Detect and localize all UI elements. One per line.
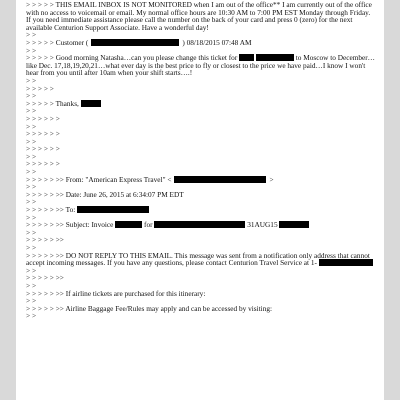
subject-for: for (144, 220, 153, 230)
quote-marker: > > (26, 212, 37, 222)
date-line: > > > > > >> Date: June 26, 2015 at 6:34:07 PM EDT (26, 189, 184, 199)
redaction-box (279, 221, 309, 228)
redaction-box (91, 39, 179, 46)
quote-marker: > > > > > >> (26, 235, 64, 245)
redaction-box (174, 176, 266, 183)
quote-marker: > > (26, 75, 37, 85)
quote-marker: > > (26, 227, 37, 237)
to-label: > > > > > >> To: (26, 205, 76, 215)
quote-marker: > > > > > (26, 83, 54, 93)
quote-marker: > > (26, 265, 37, 275)
redaction-box (319, 259, 373, 266)
redaction-box (115, 221, 142, 228)
quote-marker: > > > > > >> (26, 273, 64, 283)
message-start: > > > > > Good morning Natasha…can you please change this ticket for (26, 53, 238, 63)
baggage-fee-line: > > > > > >> Airline Baggage Fee/Rules may apply and can be accessed by visiting: (26, 303, 273, 313)
quote-marker: > > (26, 243, 37, 252)
notification-paragraph (26, 252, 376, 267)
quote-marker: > > > > > > (26, 129, 60, 139)
from-line (26, 176, 376, 184)
quote-marker: > > (26, 91, 37, 101)
notification-text: > > > > > >> DO NOT REPLY TO THIS EMAIL. This message was sent from a notification only address that cannot accept incoming messages. If you have any questions, please contact Centurion Travel Service at 1- (26, 250, 372, 268)
quote-marker: > > (26, 151, 37, 161)
quote-marker: > > (26, 167, 37, 177)
redaction-box (154, 221, 245, 228)
customer-header-line (26, 39, 376, 47)
email-autoreply-paragraph: > > > > > THIS EMAIL INBOX IS NOT MONITORED when I am out of the office** I am currently out of the office with no access to voicemail or email. My normal office hours are 10:30 AM to 7:00 PM EST Monday through Friday. If you need immediate assistance please call the number on the back of your card and press 0 (zero) for the next available Centurion Support Associate. Have a wonderful day! (26, 0, 374, 32)
quote-marker: > > > > > > (26, 159, 60, 169)
redaction-box (77, 206, 149, 213)
to-line (26, 206, 376, 214)
quote-marker: > > (26, 296, 37, 306)
thanks-line (26, 100, 376, 108)
document-page (16, 0, 384, 400)
quote-marker: > > (26, 197, 37, 207)
quote-marker: > > (26, 45, 37, 55)
from-label: > > > > > >> From: "American Express Travel" < (26, 174, 172, 184)
customer-label: > > > > > Customer ( (26, 37, 89, 47)
quote-marker: > > (26, 280, 37, 290)
quote-marker: > > (26, 121, 37, 131)
quote-marker: > > (26, 136, 37, 146)
quote-marker: > > (26, 311, 37, 321)
quote-marker: > > > > > > (26, 113, 60, 123)
message-rest: to Moscow to December…like Dec. 17,18,19,20,21…what ever day is the best price to fly or closest to the price we have paid…I know I won't hear from you until after 10am when your shift starts….! (26, 53, 375, 78)
thanks-text: > > > > > Thanks, (26, 98, 79, 108)
customer-timestamp: ) 08/18/2015 07:48 AM (182, 37, 252, 47)
quote-marker: > > (26, 30, 37, 40)
redaction-box (81, 100, 101, 107)
subject-label: > > > > > >> Subject: Invoice (26, 220, 114, 230)
subject-line (26, 221, 376, 229)
quote-marker: > > > > > > (26, 144, 60, 154)
quote-marker: > > (26, 182, 37, 192)
subject-date: 31AUG15 (247, 220, 278, 230)
airline-tickets-line: > > > > > >> If airline tickets are purchased for this itinerary: (26, 288, 206, 298)
quote-marker: > > (26, 106, 37, 116)
from-close: > (269, 174, 274, 184)
customer-message-paragraph (26, 54, 376, 77)
